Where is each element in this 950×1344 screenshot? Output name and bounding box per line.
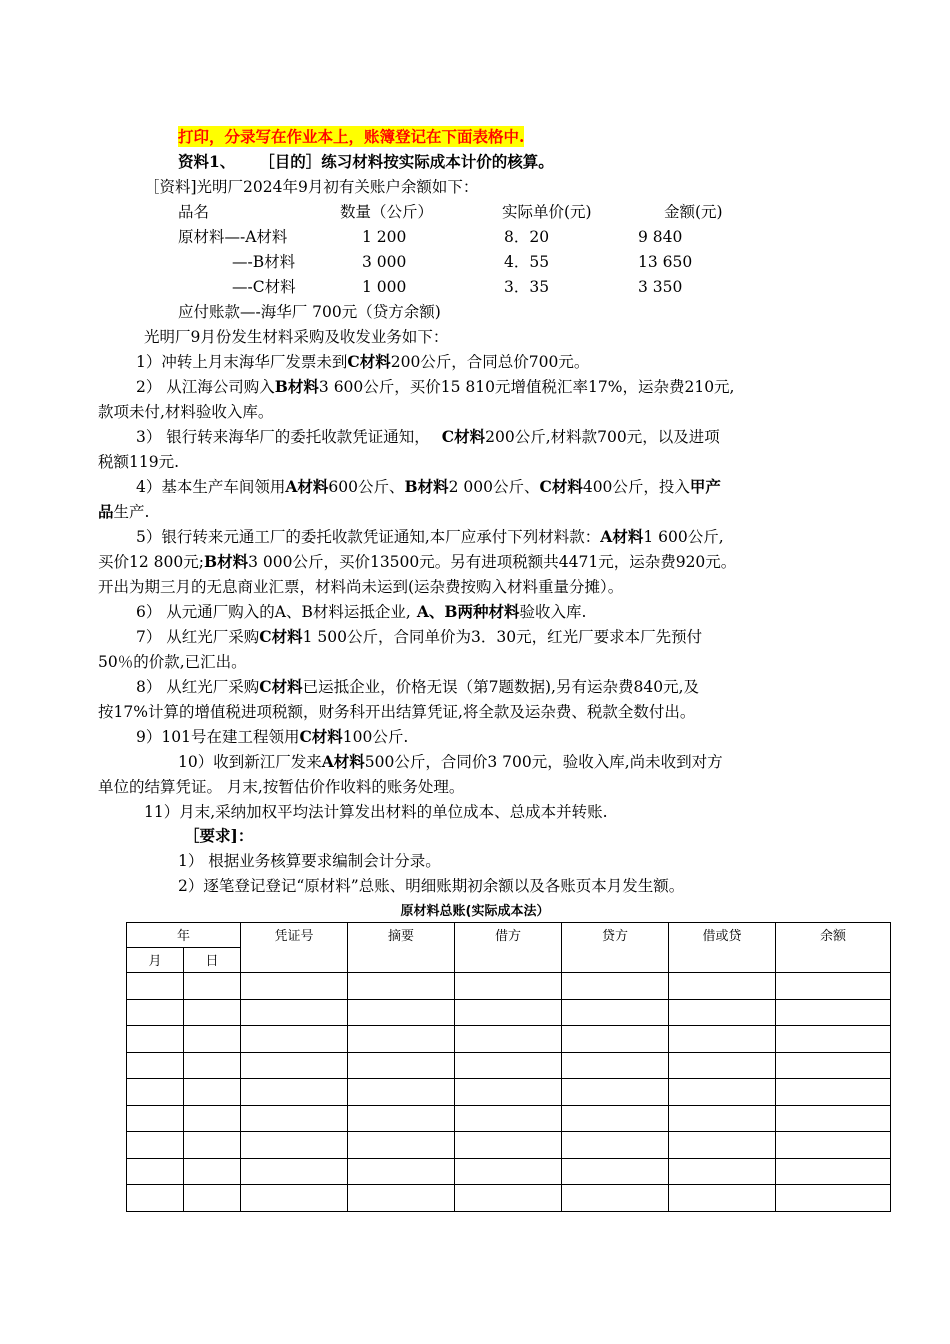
- item-8-bold: C材料: [259, 677, 303, 696]
- ledger-cell[interactable]: [348, 1132, 455, 1159]
- ledger-cell[interactable]: [455, 1052, 562, 1079]
- item-1-bold: C材料: [347, 352, 391, 371]
- table-row: [127, 1158, 891, 1185]
- col-header-qty: 数量（公斤）: [340, 203, 434, 221]
- ledger-cell[interactable]: [669, 1105, 776, 1132]
- ledger-cell[interactable]: [348, 999, 455, 1026]
- item-4: [136, 477, 721, 497]
- ledger-cell[interactable]: [127, 973, 184, 1000]
- ledger-cell[interactable]: [562, 1026, 669, 1053]
- item-4-mid-3: 400公斤，投入: [582, 478, 690, 496]
- ledger-cell[interactable]: [241, 973, 348, 1000]
- ledger-cell[interactable]: [127, 1105, 184, 1132]
- item-2-tail: 3 600公斤，买价15 810元增值税汇率17%，运杂费210元,: [318, 378, 735, 396]
- row-b-price: 4．55: [504, 253, 550, 271]
- ledger-cell[interactable]: [184, 1132, 241, 1159]
- ledger-cell[interactable]: [241, 1132, 348, 1159]
- item-8-text: 8） 从红光厂采购: [136, 678, 260, 696]
- col-header-name: 品名: [178, 203, 210, 221]
- item-10-cont: 单位的结算凭证。 月末,按暂估价作收料的账务处理。: [98, 778, 465, 796]
- item-6-bold: A、B两种材料: [416, 602, 520, 621]
- col-header-price: 实际单价(元): [502, 203, 592, 221]
- ledger-cell[interactable]: [184, 1105, 241, 1132]
- ledger-cell[interactable]: [241, 1026, 348, 1053]
- notice: [178, 127, 524, 147]
- item-5-bold-a: A材料: [600, 527, 644, 546]
- table-row: [127, 1185, 891, 1212]
- ledger-cell[interactable]: [241, 1158, 348, 1185]
- ledger-voucher-header: 凭证号: [241, 923, 348, 973]
- ledger-cell[interactable]: [127, 1185, 184, 1212]
- item-9: [136, 727, 408, 747]
- ledger-cell[interactable]: [348, 1026, 455, 1053]
- ledger-cell[interactable]: [776, 999, 891, 1026]
- ledger-cell[interactable]: [562, 1158, 669, 1185]
- heading: [178, 152, 554, 172]
- ledger-cell[interactable]: [127, 1158, 184, 1185]
- item-8: [136, 677, 699, 697]
- ledger-cell[interactable]: [348, 1185, 455, 1212]
- lead-line: 光明厂9月份发生材料采购及收发业务如下：: [144, 328, 449, 346]
- ledger-cell[interactable]: [184, 1158, 241, 1185]
- item-10-tail: 500公斤，合同价3 700元，验收入库,尚未收到对方: [364, 753, 723, 771]
- ledger-cell[interactable]: [184, 999, 241, 1026]
- row-c-amount: 3 350: [638, 278, 683, 296]
- ledger-cell[interactable]: [241, 1052, 348, 1079]
- ledger-cell[interactable]: [455, 999, 562, 1026]
- item-8-tail: 已运抵企业，价格无误（第7题数据),另有运杂费840元,及: [302, 678, 699, 696]
- ledger-cell[interactable]: [455, 1105, 562, 1132]
- ledger-cell[interactable]: [776, 1158, 891, 1185]
- item-5-line-2: [98, 552, 736, 572]
- row-a-price: 8．20: [504, 228, 550, 246]
- heading-purpose: ［目的］练习材料按实际成本计价的核算。: [259, 152, 554, 171]
- item-7-bold: C材料: [259, 627, 303, 646]
- requirement-2: 2）逐笔登记登记“原材料”总账、明细账期初余额以及各账页本月发生额。: [178, 877, 685, 895]
- ledger-cell[interactable]: [562, 1105, 669, 1132]
- ledger-cell[interactable]: [184, 1079, 241, 1106]
- notice-highlight: 打印，分录写在作业本上，账簿登记在下面表格中.: [178, 127, 525, 146]
- item-2-cont: 款项未付,材料验收入库。: [98, 403, 274, 421]
- item-3-tail: 200公斤,材料款700元，以及进项: [485, 428, 720, 446]
- ledger-cell[interactable]: [776, 1105, 891, 1132]
- item-4-cont: [98, 502, 149, 522]
- item-1-tail: 200公斤，合同总价700元。: [390, 353, 590, 371]
- item-4-bold-product-end: 品: [98, 502, 114, 521]
- ledger-cell[interactable]: [455, 1132, 562, 1159]
- ledger-cell[interactable]: [776, 973, 891, 1000]
- item-7-tail: 1 500公斤，合同单价为3．30元，红光厂要求本厂先预付: [302, 628, 703, 646]
- requirement-1: 1） 根据业务核算要求编制会计分录。: [178, 852, 441, 870]
- ledger-cell[interactable]: [348, 1052, 455, 1079]
- ledger-cell[interactable]: [455, 1185, 562, 1212]
- item-7: [136, 627, 702, 647]
- ledger-cell[interactable]: [184, 973, 241, 1000]
- item-5: [136, 527, 724, 547]
- item-10-bold: A材料: [321, 752, 365, 771]
- item-5-mid-1: 1 600公斤,: [643, 528, 724, 546]
- table-row: [127, 1105, 891, 1132]
- item-6: [136, 602, 586, 622]
- table-row: [127, 973, 891, 1000]
- ledger-year-header: 年: [127, 923, 241, 948]
- ledger-cell[interactable]: [562, 999, 669, 1026]
- ledger-summary-header: 摘要: [348, 923, 455, 973]
- payable-line: 应付账款—-海华厂 700元（贷方余额): [178, 303, 441, 321]
- row-b-amount: 13 650: [638, 253, 693, 271]
- ledger-cell[interactable]: [241, 1105, 348, 1132]
- ledger-cell[interactable]: [455, 1079, 562, 1106]
- ledger-cell[interactable]: [669, 1026, 776, 1053]
- item-1: [136, 352, 589, 372]
- table-row: [127, 1132, 891, 1159]
- item-6-tail: 验收入库.: [519, 603, 587, 621]
- ledger-title: 原材料总账(实际成本法）: [400, 904, 550, 919]
- ledger-cell[interactable]: [127, 1079, 184, 1106]
- table-row: [127, 1026, 891, 1053]
- row-a-amount: 9 840: [638, 228, 683, 246]
- ledger-day-header: 日: [184, 948, 241, 973]
- ledger-cell[interactable]: [184, 1052, 241, 1079]
- row-c-name: —-C材料: [232, 278, 296, 296]
- ledger-cell[interactable]: [669, 999, 776, 1026]
- ledger-header-row: [127, 923, 891, 948]
- ledger-balance-header: 余额: [776, 923, 891, 973]
- row-b-qty: 3 000: [362, 253, 407, 271]
- ledger-cell[interactable]: [348, 1105, 455, 1132]
- row-a-qty: 1 200: [362, 228, 407, 246]
- ledger-cell[interactable]: [241, 1079, 348, 1106]
- ledger-cell[interactable]: [348, 1079, 455, 1106]
- ledger-cell[interactable]: [669, 1052, 776, 1079]
- row-b-name: —-B材料: [232, 253, 296, 271]
- item-9-text: 9）101号在建工程领用: [136, 728, 300, 746]
- ledger-cell[interactable]: [776, 1079, 891, 1106]
- ledger-cell[interactable]: [669, 1158, 776, 1185]
- ledger-cell[interactable]: [776, 1185, 891, 1212]
- ledger-cell[interactable]: [127, 999, 184, 1026]
- item-2: [136, 377, 734, 397]
- ledger-cell[interactable]: [455, 1026, 562, 1053]
- table-row: [127, 1052, 891, 1079]
- ledger-cell[interactable]: [127, 1132, 184, 1159]
- ledger-cell[interactable]: [562, 1079, 669, 1106]
- col-header-amount: 金额(元): [664, 203, 723, 221]
- item-6-text: 6） 从元通厂购入的A、B材料运抵企业,: [136, 603, 411, 621]
- item-9-tail: 100公斤.: [342, 728, 409, 746]
- ledger-table: [126, 922, 891, 1212]
- ledger-cell[interactable]: [455, 1158, 562, 1185]
- heading-label: 资料1、: [178, 152, 236, 171]
- item-4-bold-a: A材料: [285, 477, 329, 496]
- item-4-mid-2: 2 000公斤、: [448, 478, 540, 496]
- ledger-cell[interactable]: [669, 973, 776, 1000]
- ledger-dc-header: 借或贷: [669, 923, 776, 973]
- ledger-cell[interactable]: [562, 1185, 669, 1212]
- ledger-cell[interactable]: [776, 1132, 891, 1159]
- item-1-text: 1）冲转上月末海华厂发票未到: [136, 353, 348, 371]
- item-3-bold: C材料: [441, 427, 486, 446]
- item-4-text: 4）基本生产车间领用: [136, 478, 286, 496]
- requirements-title: ［要求]：: [184, 826, 254, 845]
- ledger-cell[interactable]: [562, 973, 669, 1000]
- ledger-cell[interactable]: [241, 1185, 348, 1212]
- item-4-bold-b: B材料: [404, 477, 449, 496]
- item-2-text: 2） 从江海公司购入: [136, 378, 275, 396]
- ledger-cell[interactable]: [562, 1132, 669, 1159]
- item-5-line-2-a: 买价12 800元;: [98, 553, 204, 571]
- item-5-text: 5）银行转来元通工厂的委托收款凭证通知,本厂应承付下列材料款：: [136, 528, 601, 546]
- ledger-cell[interactable]: [348, 973, 455, 1000]
- item-4-mid-1: 600公斤、: [328, 478, 405, 496]
- item-3-cont: 税额119元.: [98, 453, 180, 471]
- ledger-month-header: 月: [127, 948, 184, 973]
- ledger-cell[interactable]: [669, 1079, 776, 1106]
- ledger-cell[interactable]: [669, 1132, 776, 1159]
- item-7-text: 7） 从红光厂采购: [136, 628, 260, 646]
- item-11: 11）月末,采纳加权平均法计算发出材料的单位成本、总成本并转账.: [144, 803, 608, 821]
- ledger-cell[interactable]: [241, 999, 348, 1026]
- ledger-cell[interactable]: [127, 1052, 184, 1079]
- item-5-bold-b: B材料: [203, 552, 249, 571]
- item-7-cont: 50％的价款,已汇出。: [98, 653, 247, 671]
- item-5-line-2-b: 3 000公斤，买价13500元。另有进项税额共4471元，运杂费920元。: [248, 553, 737, 571]
- item-4-bold-c: C材料: [539, 477, 583, 496]
- item-8-cont: 按17%计算的增值税进项税额，财务科开出结算凭证,将全款及运杂费、税款全数付出。: [98, 703, 696, 721]
- item-10: [178, 752, 723, 772]
- item-9-bold: C材料: [299, 727, 343, 746]
- ledger-cell[interactable]: [455, 973, 562, 1000]
- ledger-credit-header: 贷方: [562, 923, 669, 973]
- ledger-cell[interactable]: [776, 1052, 891, 1079]
- ledger-cell[interactable]: [348, 1158, 455, 1185]
- ledger-cell[interactable]: [127, 1026, 184, 1053]
- table-row: [127, 1079, 891, 1106]
- row-c-price: 3．35: [504, 278, 550, 296]
- item-2-bold: B材料: [274, 377, 319, 396]
- item-4-tail: 生产.: [113, 503, 150, 521]
- intro-line: ［资料]光明厂2024年9月初有关账户余额如下：: [144, 178, 479, 196]
- item-5-line-3: 开出为期三月的无息商业汇票，材料尚未运到(运杂费按购入材料重量分摊）。: [98, 578, 624, 596]
- item-4-bold-product: 甲产: [689, 477, 721, 496]
- item-10-text: 10）收到新江厂发来: [178, 753, 322, 771]
- table-row: [127, 999, 891, 1026]
- row-c-qty: 1 000: [362, 278, 407, 296]
- ledger-cell[interactable]: [562, 1052, 669, 1079]
- item-3: [136, 427, 720, 447]
- ledger-cell[interactable]: [669, 1185, 776, 1212]
- ledger-debit-header: 借方: [455, 923, 562, 973]
- row-a-name: 原材料—-A材料: [178, 228, 288, 246]
- ledger-cell[interactable]: [184, 1026, 241, 1053]
- ledger-cell[interactable]: [776, 1026, 891, 1053]
- ledger-cell[interactable]: [184, 1185, 241, 1212]
- item-3-text: 3） 银行转来海华厂的委托收款凭证通知，: [136, 428, 430, 446]
